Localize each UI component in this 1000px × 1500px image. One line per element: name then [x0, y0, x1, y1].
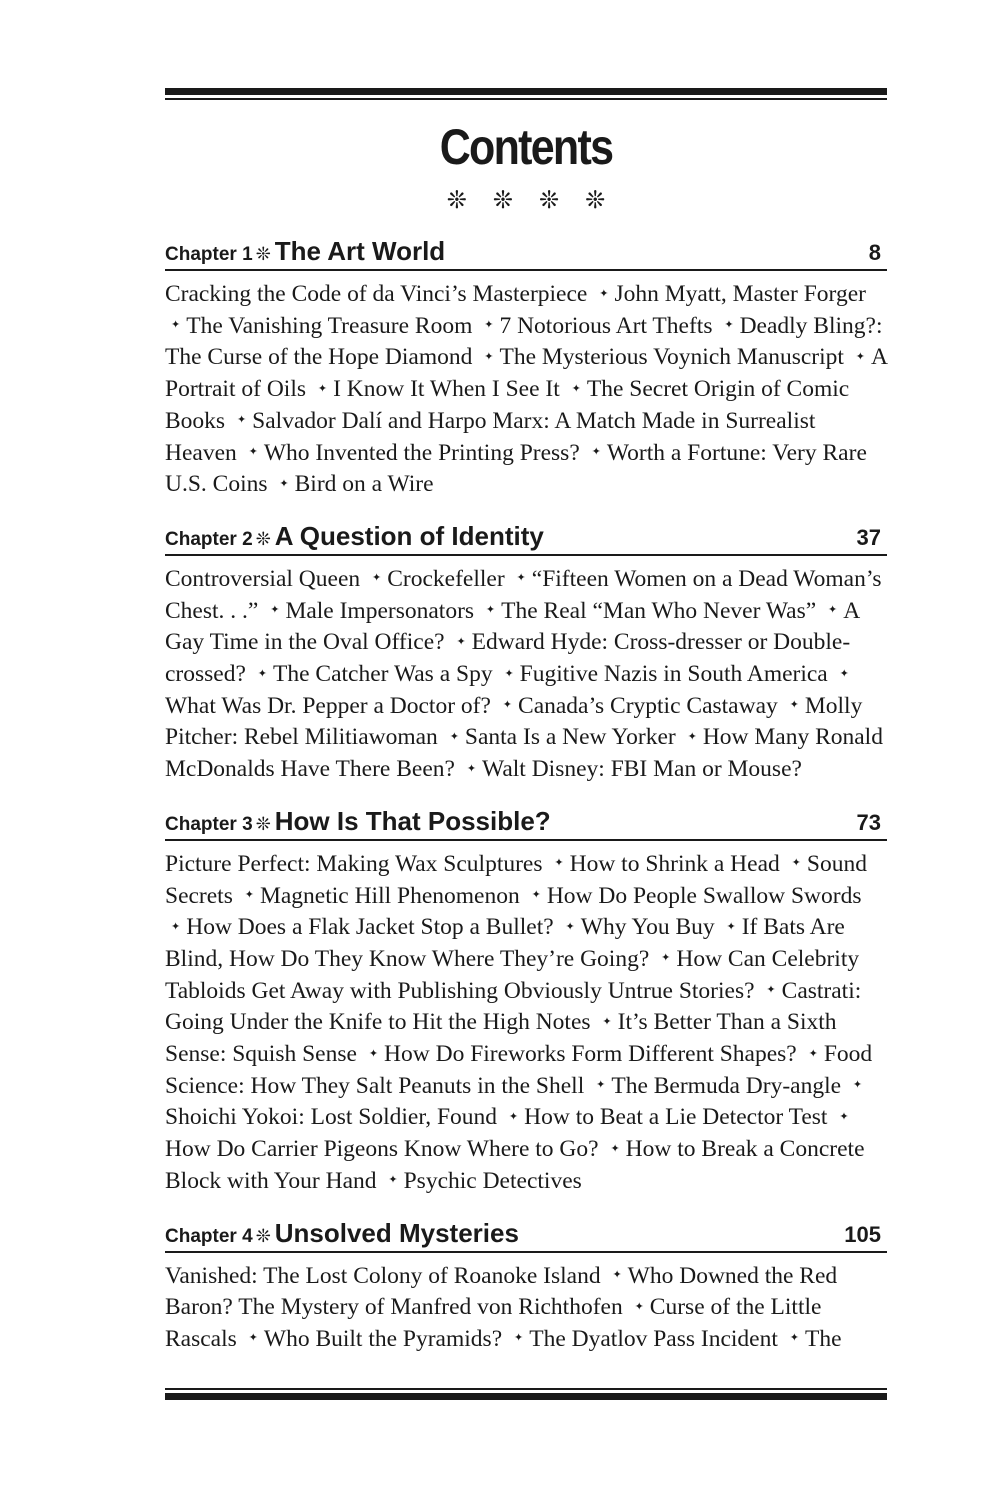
- contents-entry: How Do Fireworks Form Different Shapes?: [384, 1041, 797, 1068]
- diamond-separator-icon: ✦: [508, 1110, 519, 1123]
- chapter-section: [165, 1218, 887, 1356]
- asterisk-ornament-icon: ❊: [255, 1225, 271, 1247]
- contents-entry: Edward Hyde: Cross-dresser or Double-crossed?: [165, 629, 851, 688]
- diamond-separator-icon: ✦: [612, 1269, 622, 1282]
- contents-entry: A Portrait of Oils: [165, 344, 887, 403]
- diamond-separator-icon: ✦: [270, 604, 280, 617]
- contents-entry: Vanished: The Lost Colony of Roanoke Island: [165, 1262, 601, 1289]
- contents-entry: John Myatt, Master Forger: [614, 281, 866, 307]
- chapter-section: [165, 806, 887, 1198]
- diamond-separator-icon: ✦: [456, 635, 466, 648]
- diamond-separator-icon: ✦: [485, 604, 496, 617]
- contents-entry: Curse of the Little Rascals: [165, 1294, 822, 1352]
- contents-entry: What Was Dr. Pepper a Doctor of?: [165, 692, 491, 719]
- diamond-separator-icon: ✦: [531, 889, 541, 902]
- diamond-separator-icon: ✦: [368, 1047, 379, 1060]
- diamond-separator-icon: ✦: [466, 762, 477, 775]
- asterisk-ornament-icon: ❊: [255, 244, 271, 265]
- chapter-section: [165, 236, 887, 501]
- contents-entry: Sound Secrets: [165, 850, 867, 909]
- diamond-separator-icon: ✦: [565, 920, 575, 933]
- diamond-separator-icon: ✦: [839, 1110, 849, 1123]
- contents-entry: The Catcher Was a Spy: [273, 661, 493, 688]
- contents-entry: The Dyatlov Pass Incident: [529, 1325, 778, 1352]
- chapter-label: Chapter 3: [165, 813, 253, 835]
- contents-entry: The Secret Origin of Comic Books: [165, 376, 850, 434]
- contents-entry: How Does a Flak Jacket Stop a Bullet?: [186, 914, 554, 941]
- diamond-separator-icon: ✦: [726, 920, 736, 933]
- contents-entry: Picture Perfect: Making Wax Sculptures: [165, 850, 543, 877]
- contents-entry: The Bermuda Dry-angle: [611, 1072, 842, 1099]
- contents-page: [165, 88, 887, 1376]
- chapter-label: Chapter 2: [165, 528, 253, 550]
- contents-entry: Cracking the Code of da Vinci’s Masterpiece: [165, 281, 588, 307]
- asterisk-ornament-icon: ❊: [492, 186, 513, 214]
- chapter-section: [165, 521, 887, 786]
- contents-entry: The Mysterious Voynich Manuscript: [499, 344, 844, 371]
- contents-entry: 7 Notorious Art Thefts: [499, 312, 713, 339]
- diamond-separator-icon: ✦: [791, 857, 801, 870]
- chapter-page-number: 37: [856, 524, 881, 550]
- contents-entry: Who Downed the Red Baron? The Mystery of Manfred von Richthofen: [165, 1262, 838, 1321]
- contents-entry: Castrati: Going Under the Knife to Hit the High Notes: [165, 977, 862, 1036]
- contents-entry: The Vanishing Treasure Room: [186, 312, 473, 339]
- chapter-heading: [165, 521, 887, 556]
- contents-entry: I Know It When I See It: [333, 376, 560, 403]
- chapter-entries: [165, 279, 887, 501]
- diamond-separator-icon: ✦: [634, 1300, 644, 1313]
- contents-entry: Crockefeller: [387, 565, 505, 592]
- bottom-double-rule: [165, 1388, 887, 1402]
- chapter-label: Chapter 4: [165, 1225, 253, 1247]
- diamond-separator-icon: ✦: [828, 604, 838, 617]
- chapter-title: A Question of Identity: [274, 520, 544, 551]
- chapter-title: The Art World: [274, 236, 446, 266]
- chapter-entries: [165, 1261, 887, 1356]
- contents-entry: Fugitive Nazis in South America: [519, 661, 828, 688]
- contents-entry: Psychic Detectives: [403, 1167, 582, 1194]
- contents-entry: How Do People Swallow Swords: [546, 882, 862, 909]
- diamond-separator-icon: ✦: [317, 382, 328, 395]
- chapter-heading: [165, 236, 887, 271]
- contents-entry: How to Shrink a Head: [569, 850, 780, 877]
- contents-entry: It’s Better Than a Sixth Sense: Squish Sense: [165, 1009, 837, 1068]
- diamond-separator-icon: ✦: [449, 730, 459, 743]
- chapter-list: [165, 236, 887, 1356]
- page-title: Contents: [439, 119, 613, 175]
- contents-entry: If Bats Are Blind, How Do They Know Where They’re Going?: [165, 914, 845, 972]
- top-double-rule: [165, 88, 887, 102]
- chapter-page-number: 105: [844, 1221, 881, 1247]
- contents-entry: Shoichi Yokoi: Lost Soldier, Found: [165, 1104, 498, 1131]
- diamond-separator-icon: ✦: [596, 1079, 606, 1092]
- contents-entry: A Gay Time in the Oval Office?: [165, 597, 859, 656]
- contents-entry: Who Invented the Printing Press?: [263, 439, 580, 466]
- diamond-separator-icon: ✦: [766, 984, 776, 997]
- diamond-separator-icon: ✦: [502, 699, 513, 712]
- diamond-separator-icon: ✦: [372, 572, 382, 585]
- diamond-separator-icon: ✦: [248, 1332, 258, 1345]
- diamond-separator-icon: ✦: [236, 414, 247, 427]
- diamond-separator-icon: ✦: [724, 319, 734, 332]
- chapter-entries: [165, 564, 887, 786]
- diamond-separator-icon: ✦: [602, 1015, 612, 1028]
- diamond-separator-icon: ✦: [591, 446, 601, 459]
- chapter-title: Unsolved Mysteries: [274, 1217, 519, 1248]
- diamond-separator-icon: ✦: [554, 857, 564, 870]
- contents-entry: Food Science: How They Salt Peanuts in the Shell: [165, 1041, 873, 1099]
- contents-entry: Who Built the Pyramids?: [263, 1325, 503, 1352]
- asterisk-ornament-icon: ❊: [446, 186, 467, 214]
- contents-entry: Controversial Queen: [165, 565, 361, 592]
- chapter-entries: [165, 849, 887, 1198]
- diamond-separator-icon: ✦: [279, 477, 289, 490]
- contents-entry: Deadly Bling?: The Curse of the Hope Diamond: [165, 312, 883, 371]
- diamond-separator-icon: ✦: [171, 920, 181, 933]
- diamond-separator-icon: ✦: [388, 1174, 398, 1187]
- contents-entry: Why You Buy: [580, 914, 715, 941]
- asterisk-ornament-icon: ❊: [255, 528, 271, 550]
- asterisk-ornament-icon: ❊: [255, 813, 271, 835]
- diamond-separator-icon: ✦: [789, 699, 799, 712]
- diamond-separator-icon: ✦: [257, 667, 268, 680]
- diamond-separator-icon: ✦: [839, 667, 849, 680]
- contents-entry: “Fifteen Women on a Dead Woman’s Chest. . .”: [165, 565, 882, 624]
- diamond-separator-icon: ✦: [514, 1332, 524, 1345]
- diamond-separator-icon: ✦: [504, 667, 514, 680]
- diamond-separator-icon: ✦: [599, 287, 609, 300]
- diamond-separator-icon: ✦: [571, 382, 581, 395]
- contents-entry: Walt Disney: FBI Man or Mouse?: [482, 756, 802, 783]
- chapter-title: How Is That Possible?: [274, 805, 551, 836]
- contents-entry: Molly Pitcher: Rebel Militiawoman: [165, 692, 863, 751]
- contents-entry: Magnetic Hill Phenomenon: [259, 882, 520, 909]
- contents-entry: How Can Celebrity Tabloids Get Away with Publishing Obviously Untrue Stories?: [165, 945, 860, 1004]
- diamond-separator-icon: ✦: [855, 350, 865, 363]
- diamond-separator-icon: ✦: [484, 350, 494, 363]
- chapter-heading: [165, 806, 887, 841]
- diamond-separator-icon: ✦: [610, 1142, 620, 1155]
- diamond-separator-icon: ✦: [244, 889, 254, 902]
- diamond-separator-icon: ✦: [687, 730, 697, 743]
- diamond-separator-icon: ✦: [516, 572, 526, 585]
- contents-entry: How to Beat a Lie Detector Test: [524, 1104, 828, 1131]
- diamond-separator-icon: ✦: [484, 319, 494, 332]
- contents-entry: Bird on a Wire: [294, 471, 434, 498]
- contents-entry: How Do Carrier Pigeons Know Where to Go?: [165, 1136, 599, 1163]
- diamond-separator-icon: ✦: [808, 1047, 818, 1060]
- contents-entry: How to Break a Concrete Block with Your Hand: [165, 1136, 865, 1194]
- asterisk-ornament-icon: ❊: [539, 186, 560, 214]
- chapter-heading: [165, 1218, 887, 1253]
- diamond-separator-icon: ✦: [171, 319, 181, 332]
- contents-entry: The: [804, 1325, 842, 1352]
- contents-entry: Canada’s Cryptic Castaway: [518, 692, 778, 719]
- diamond-separator-icon: ✦: [248, 446, 258, 459]
- diamond-separator-icon: ✦: [661, 952, 671, 965]
- contents-entry: Santa Is a New Yorker: [464, 724, 676, 751]
- contents-entry: Salvador Dalí and Harpo Marx: A Match Made in Surrealist Heaven: [165, 407, 816, 466]
- chapter-label: Chapter 1: [165, 244, 253, 265]
- chapter-page-number: 73: [856, 809, 881, 835]
- contents-entry: The Real “Man Who Never Was”: [501, 597, 817, 624]
- diamond-separator-icon: ✦: [852, 1079, 863, 1092]
- chapter-page-number: 8: [868, 240, 881, 265]
- diamond-separator-icon: ✦: [789, 1332, 799, 1345]
- contents-entry: Male Impersonators: [285, 597, 475, 624]
- contents-entry: How Many Ronald McDonalds Have There Been?: [165, 724, 883, 783]
- contents-entry: Worth a Fortune: Very Rare U.S. Coins: [165, 439, 867, 498]
- ornament-row: [165, 186, 887, 214]
- asterisk-ornament-icon: ❊: [585, 186, 606, 214]
